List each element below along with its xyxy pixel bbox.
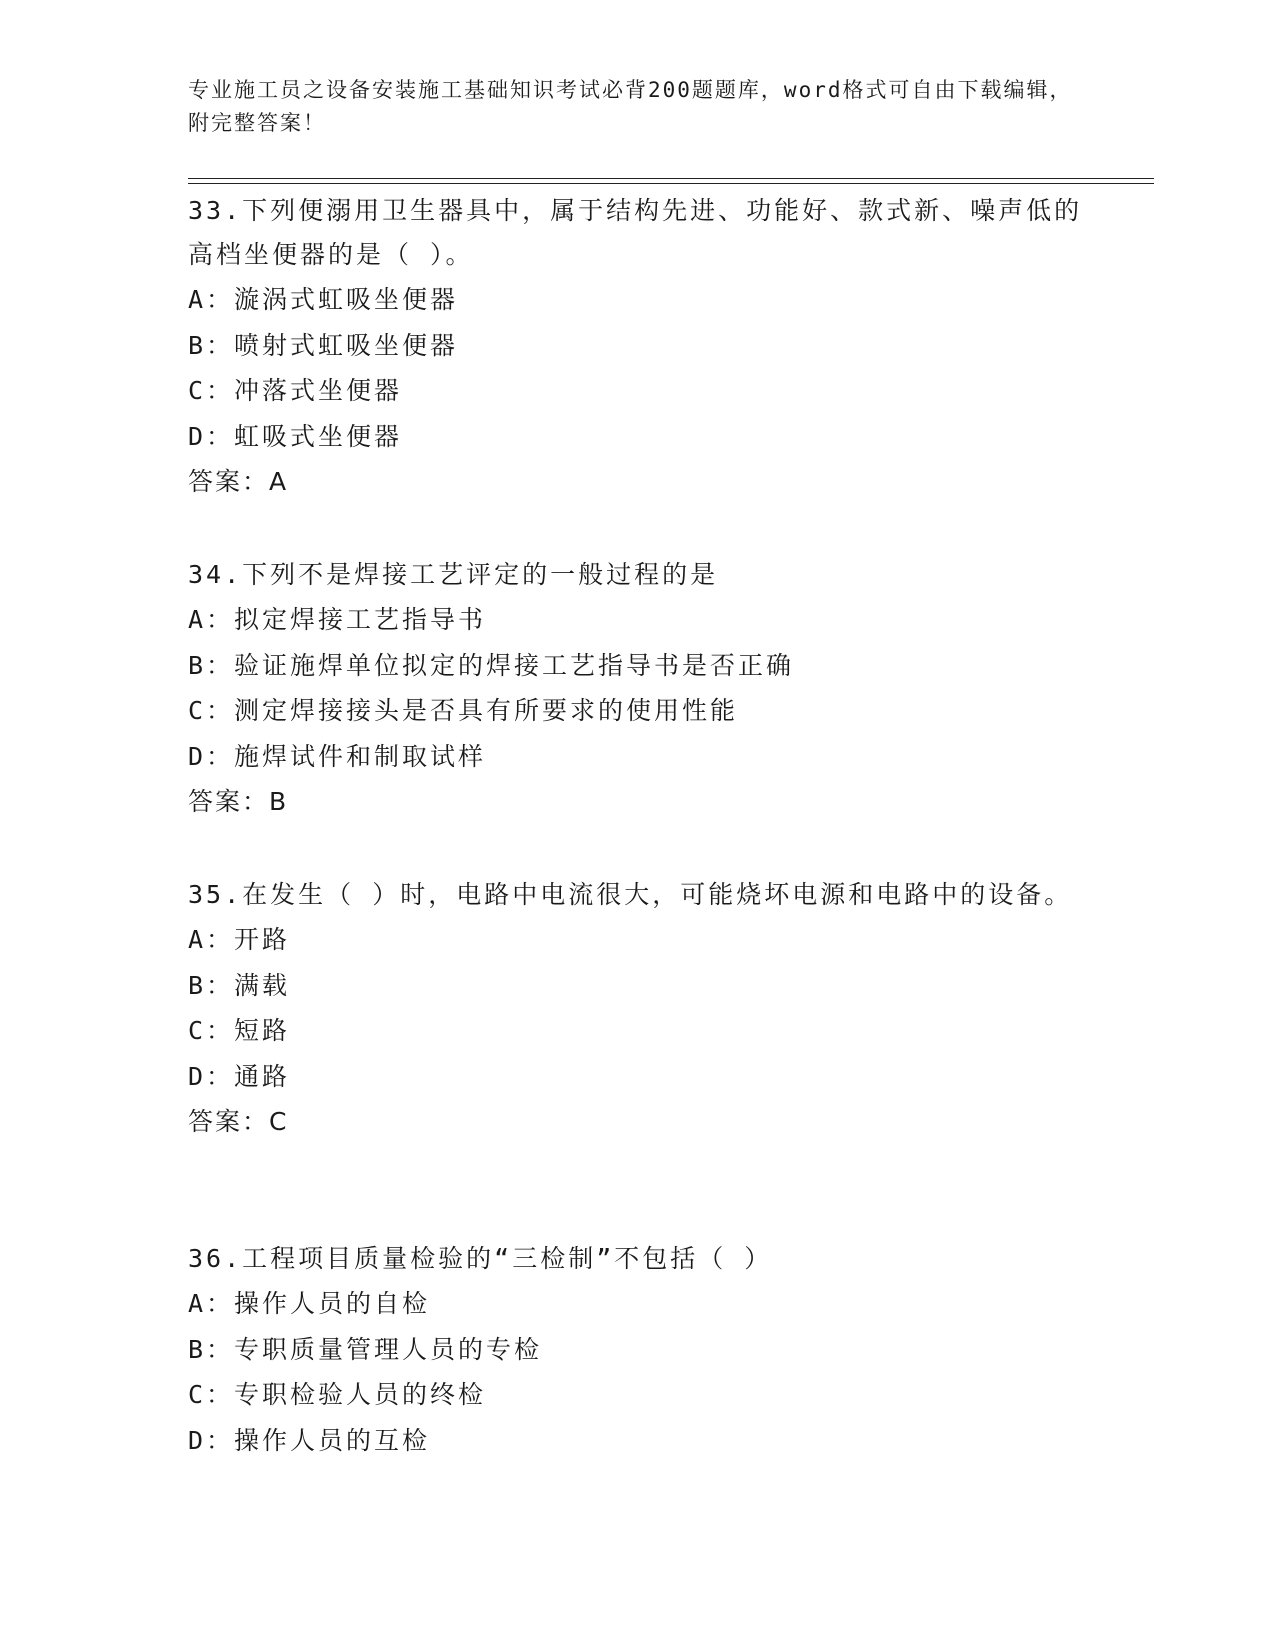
question-35: [188, 873, 1088, 1145]
option-c: C：专职检验人员的终检: [188, 1380, 487, 1409]
question-stem: 33.下列便溺用卫生器具中，属于结构先进、功能好、款式新、噪声低的高档坐便器的是（ ）。: [188, 196, 1083, 269]
question-34: [188, 553, 1088, 825]
option-d: D：操作人员的互检: [188, 1425, 431, 1455]
option-c: C：短路: [188, 1016, 291, 1045]
option-a: A：操作人员的自检: [188, 1289, 431, 1318]
header-divider-bottom: [188, 183, 1154, 184]
option-b: B：喷射式虹吸坐便器: [188, 330, 459, 360]
question-stem: 35.在发生（ ）时，电路中电流很大，可能烧坏电源和电路中的设备。: [188, 880, 1073, 909]
answer-line: 答案：C: [188, 1107, 289, 1136]
answer-line: 答案：B: [188, 787, 289, 816]
option-b: B：满载: [188, 970, 291, 1000]
question-stem: 34.下列不是焊接工艺评定的一般过程的是: [188, 560, 719, 589]
option-a: A：开路: [188, 925, 291, 954]
option-c: C：冲落式坐便器: [188, 376, 403, 405]
option-b: B：专职质量管理人员的专检: [188, 1334, 543, 1364]
question-stem: 36.工程项目质量检验的“三检制”不包括（ ）: [188, 1244, 773, 1273]
option-c: C：测定焊接接头是否具有所要求的使用性能: [188, 696, 739, 725]
option-d: D：通路: [188, 1061, 291, 1091]
option-a: A：拟定焊接工艺指导书: [188, 605, 487, 634]
document-header: 专业施工员之设备安装施工基础知识考试必背200题题库，word格式可自由下载编辑，附完整答案！: [188, 78, 1073, 135]
option-d: D：虹吸式坐便器: [188, 421, 403, 451]
answer-line: 答案：A: [188, 467, 289, 496]
option-b: B：验证施焊单位拟定的焊接工艺指导书是否正确: [188, 650, 795, 680]
option-a: A：漩涡式虹吸坐便器: [188, 285, 459, 314]
option-d: D：施焊试件和制取试样: [188, 741, 487, 771]
question-36: [188, 1237, 1088, 1463]
header-divider-top: [188, 178, 1154, 179]
question-33: [188, 189, 1088, 505]
